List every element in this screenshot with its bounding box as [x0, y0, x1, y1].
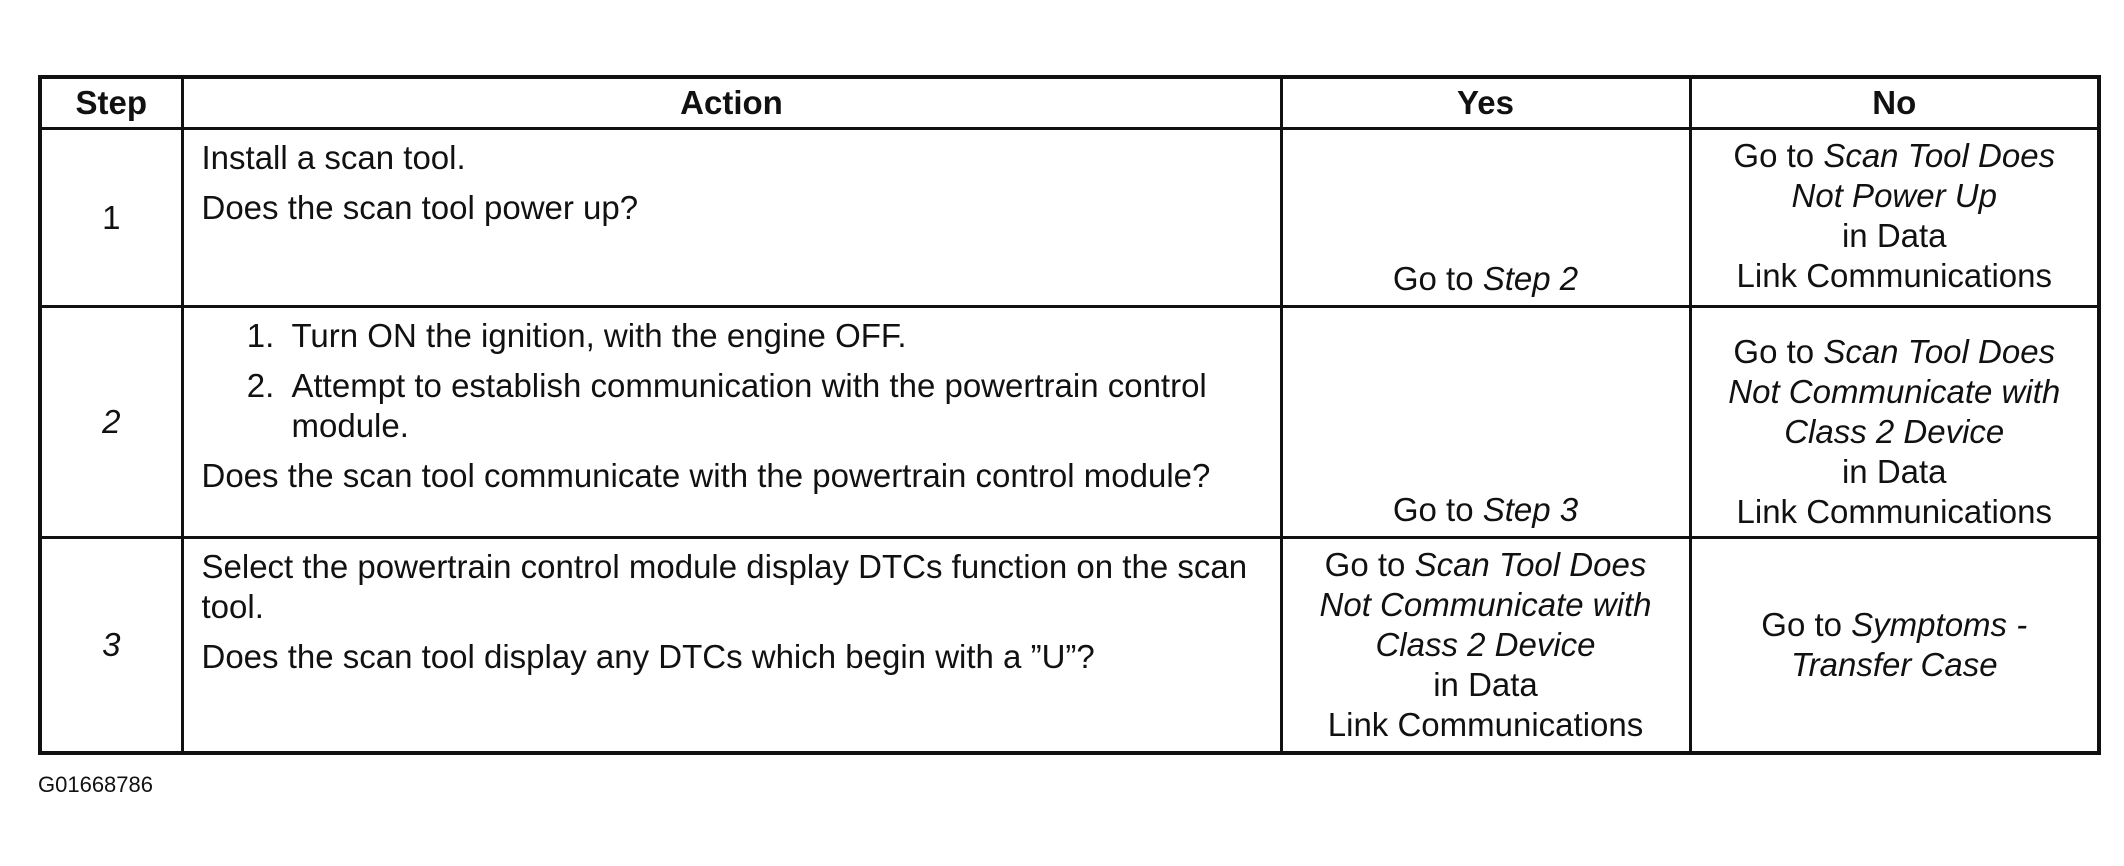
- goto-prefix: Go to: [1733, 333, 1815, 370]
- yes-goto[interactable]: [1289, 259, 1683, 299]
- goto-link[interactable]: Scan Tool Does: [1823, 137, 2056, 174]
- step-cell: [40, 129, 182, 307]
- step-cell: [40, 538, 182, 754]
- no-goto-line[interactable]: [1698, 605, 2092, 645]
- goto-link[interactable]: Scan Tool Does: [1414, 546, 1647, 583]
- goto-link[interactable]: Step 2: [1482, 260, 1579, 297]
- header-no: No: [1690, 77, 2099, 129]
- step-cell: [40, 307, 182, 538]
- goto-prefix: Go to: [1392, 491, 1474, 528]
- step-number: 2: [102, 403, 121, 440]
- yes-cell: [1281, 129, 1690, 307]
- action-instruction: Select the powertrain control module display DTCs function on the scan tool.: [201, 548, 1248, 625]
- yes-goto[interactable]: [1289, 490, 1683, 530]
- list-item: 1. Turn ON the ignition, with the engine OFF.: [284, 316, 1262, 356]
- action-cell: [182, 307, 1281, 538]
- goto-suffix: in Data: [1841, 453, 1947, 490]
- action-question: Does the scan tool display any DTCs which begin with a ”U”?: [201, 638, 1095, 675]
- goto-link-continued[interactable]: Not Communicate with: [1319, 586, 1652, 623]
- yes-goto[interactable]: [1289, 545, 1683, 585]
- no-cell: [1690, 129, 2099, 307]
- no-goto-line[interactable]: [1698, 332, 2092, 372]
- goto-suffix: Link Communications: [1736, 493, 2052, 530]
- diagnostic-table: [38, 75, 2101, 755]
- goto-link-continued[interactable]: Class 2 Device: [1375, 626, 1596, 663]
- goto-link[interactable]: Scan Tool Does: [1823, 333, 2056, 370]
- goto-suffix: Link Communications: [1736, 257, 2052, 294]
- action-question: Does the scan tool communicate with the powertrain control module?: [201, 457, 1211, 494]
- goto-suffix: in Data: [1433, 666, 1538, 703]
- figure-id: G01668786: [38, 772, 153, 797]
- no-goto-line[interactable]: [1698, 136, 2092, 176]
- goto-link-continued[interactable]: Not Communicate with: [1728, 373, 2061, 410]
- step-number: 3: [102, 626, 121, 663]
- table-row-step-2: [40, 307, 2099, 538]
- header-step: Step: [40, 77, 182, 129]
- table-row-step-1: [40, 129, 2099, 307]
- goto-prefix: Go to: [1392, 260, 1474, 297]
- action-cell: [182, 129, 1281, 307]
- goto-suffix: Link Communications: [1327, 706, 1644, 743]
- yes-cell: [1281, 307, 1690, 538]
- no-cell: [1690, 538, 2099, 754]
- goto-suffix: in Data: [1841, 217, 1947, 254]
- action-steps-list: [202, 316, 1262, 446]
- goto-prefix: Go to: [1324, 546, 1406, 583]
- step-number: 1: [102, 198, 121, 236]
- goto-link[interactable]: Step 3: [1482, 491, 1579, 528]
- action-cell: [182, 538, 1281, 754]
- goto-link-continued[interactable]: Transfer Case: [1790, 646, 1998, 683]
- goto-link[interactable]: Symptoms -: [1851, 606, 2028, 643]
- table-header-row: [40, 77, 2099, 129]
- goto-link-continued[interactable]: Class 2 Device: [1784, 413, 2005, 450]
- header-yes: Yes: [1281, 77, 1690, 129]
- action-instruction: Install a scan tool.: [201, 139, 466, 176]
- no-cell: [1690, 307, 2099, 538]
- header-action: Action: [182, 77, 1281, 129]
- goto-prefix: Go to: [1733, 137, 1815, 174]
- yes-cell: [1281, 538, 1690, 754]
- action-question: Does the scan tool power up?: [201, 189, 639, 226]
- goto-prefix: Go to: [1761, 606, 1842, 643]
- goto-link-continued[interactable]: Not Power Up: [1791, 177, 1997, 214]
- list-item: 2. Attempt to establish communication with the powertrain control module.: [284, 366, 1262, 446]
- table-row-step-3: [40, 538, 2099, 754]
